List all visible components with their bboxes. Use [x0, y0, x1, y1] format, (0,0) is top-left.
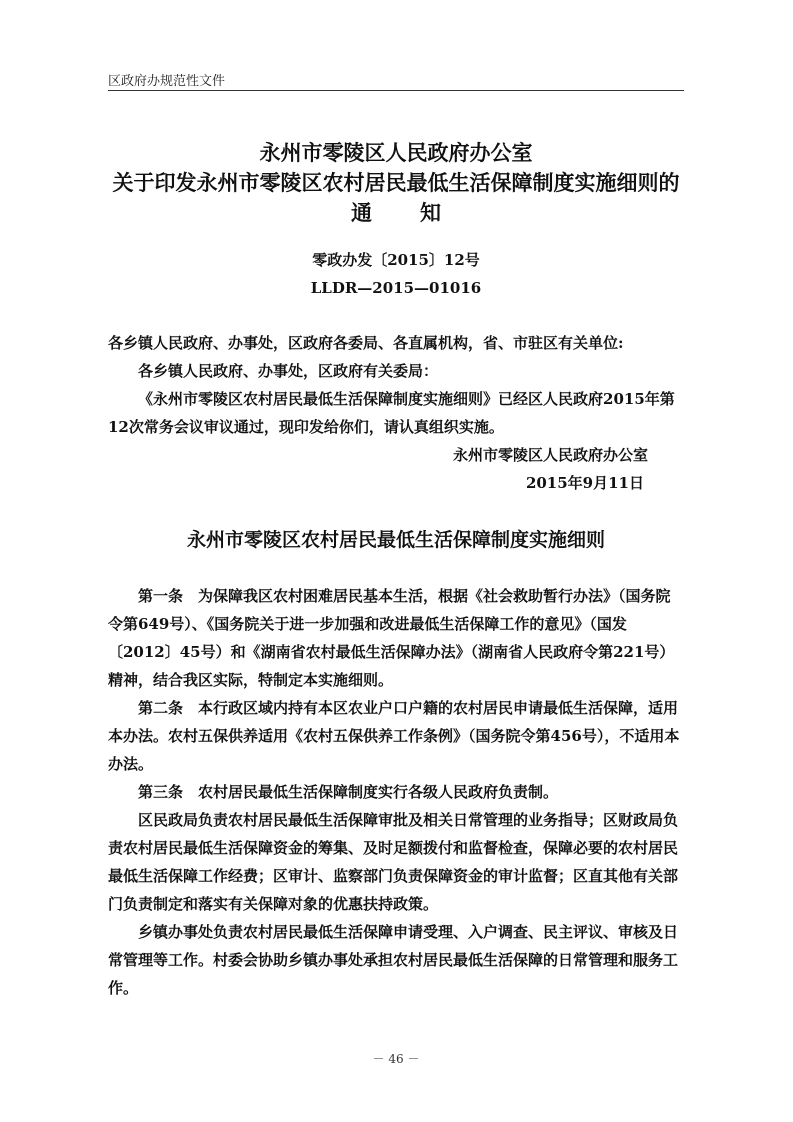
header-divider: [108, 90, 684, 91]
article-1: [108, 582, 684, 694]
document-number-block: [108, 246, 684, 302]
notice-recipients-secondary: 各乡镇人民政府、办事处，区政府有关委局：: [138, 362, 439, 380]
title-notice-char-1: 通: [351, 201, 372, 225]
article-3-text: 农村居民最低生活保障制度实行各级人民政府负责制。: [198, 783, 559, 801]
notice-recipients: 各乡镇人民政府、办事处，区政府各委局、各直属机构，省、市驻区有关单位:: [108, 334, 624, 352]
article-1-label: 第一条: [138, 587, 184, 605]
article-3-paragraph-1: 区民政局负责农村居民最低生活保障审批及相关日常管理的业务指导；区财政局负责农村居民最低生活保障资金的筹集、及时足额拨付和监督检查，保障必要的农村居民最低生活保障工作经费；区审计、监察部门负责保障资金的审计监督；区直其他有关部门负责制定和落实有关保障对象的优惠扶持政策。: [108, 811, 679, 913]
article-3: [108, 778, 684, 806]
article-2-text: 本行政区域内持有本区农业户口户籍的农村居民申请最低生活保障，适用本办法。农村五保供养适用《农村五保供养工作条例》（国务院令第456号），不适用本办法。: [108, 699, 680, 773]
title-line-2: 关于印发永州市零陵区农村居民最低生活保障制度实施细则的: [112, 171, 680, 195]
notice-issuer: 永州市零陵区人民政府办公室: [452, 446, 648, 464]
issue-number: 零政办发〔2015〕12号: [312, 251, 480, 269]
rules-body: [108, 582, 684, 1002]
document-category-label: 区政府办规范性文件: [108, 74, 226, 89]
article-1-text: 为保障我区农村困难居民基本生活，根据《社会救助暂行办法》（国务院令第649号）、《国务院关于进一步加强和改进最低生活保障工作的意见》（国发〔2012〕45号）和《湖南省农村最低生活保障办法》（湖南省人民政府令第221号）精神，结合我区实际，特制定本实施细则。: [108, 587, 675, 689]
title-notice-char-2: 知: [420, 201, 441, 225]
notice-content: 《永州市零陵区农村居民最低生活保障制度实施细则》已经区人民政府2015年第12次常务会议审议通过，现印发给你们，请认真组织实施。: [108, 390, 675, 436]
page-number: － 46 －: [372, 1052, 420, 1066]
notice-date: 2015年9月11日: [525, 474, 644, 492]
title-line-1: 永州市零陵区人民政府办公室: [259, 141, 533, 165]
document-title: [108, 138, 684, 228]
article-2: [108, 694, 684, 778]
article-3-label: 第三条: [138, 783, 184, 801]
registration-code: LLDR—2015—01016: [310, 279, 482, 297]
article-3-paragraph-2: 乡镇办事处负责农村居民最低生活保障申请受理、入户调查、民主评议、审核及日常管理等工作。村委会协助乡镇办事处承担农村居民最低生活保障的日常管理和服务工作。: [108, 923, 679, 997]
rules-title: 永州市零陵区农村居民最低生活保障制度实施细则: [186, 529, 605, 551]
title-line-3: [108, 198, 684, 228]
notice-body: [108, 329, 684, 497]
article-2-label: 第二条: [138, 699, 184, 717]
